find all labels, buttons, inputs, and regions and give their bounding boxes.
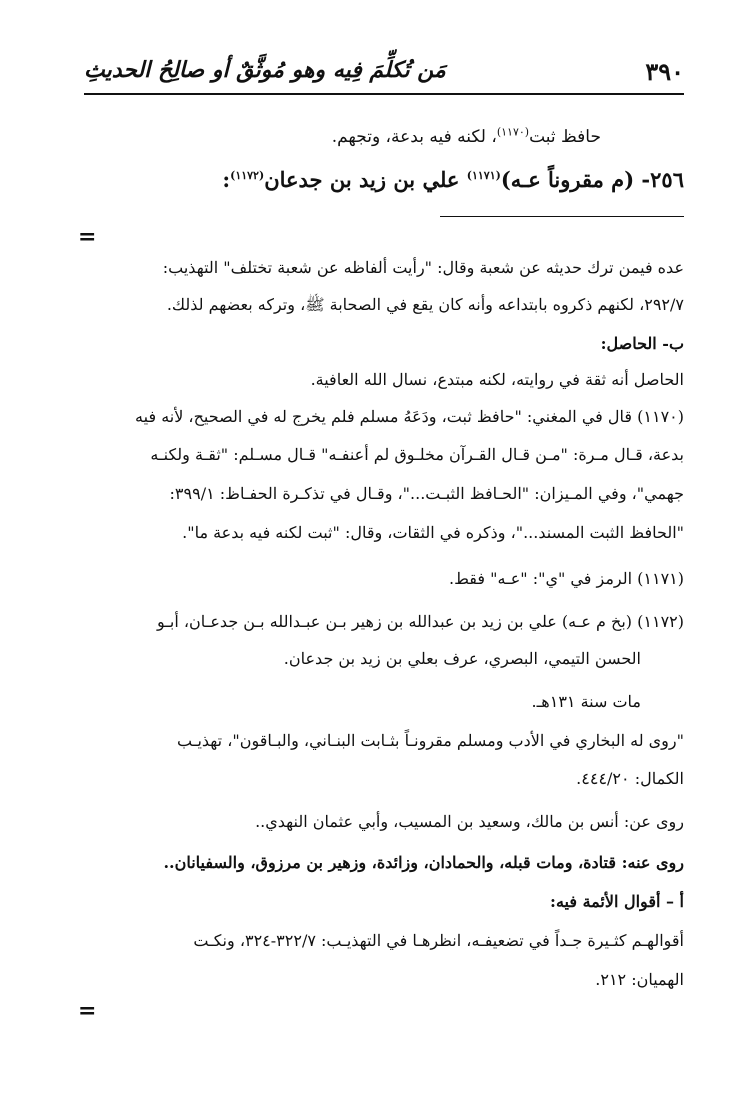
page-header [84, 55, 684, 95]
footnote-line: (١١٧١) الرمز في "ي": "عـه" فقط. [448, 569, 684, 588]
section-heading-imams: أ – أقوال الأئمة فيه: [550, 892, 684, 911]
page-number: ٣٩٠ [645, 57, 684, 86]
footnote-line: مات سنة ١٣١هـ. [531, 692, 641, 711]
entry-heading: ٢٥٦- (م مقروناً عـه)$^{(١١٧١)}$ علي بن زيد بن جدعان$^{(١١٧٢)}$: [222, 167, 684, 192]
footnote-line: "الحافظ الثبت المسند..."، وذكره في الثقات، وقال: "ثبت لكنه فيه بدعة ما". [182, 523, 684, 542]
footnote-line: (١١٧٠) قال في المغني: "حافظ ثبت، ودَعَهُ مسلم فلم يخرج له في الصحيح، لأنه فيه [135, 407, 684, 426]
footnote-separator [440, 216, 684, 217]
footnote-line: أقوالهـم كثـيرة جـداً في تضعيفـه، انظرهـا في التهذيـب: ٣٢٢/٧-٣٢٤، ونكـت [193, 931, 684, 950]
footnote-ref-1170: (١١٧٠) [496, 125, 530, 139]
footnote-ref-1171: (١١٧١) [466, 169, 501, 182]
footnote-line: "روى له البخاري في الأدب ومسلم مقرونـاً بثـابت البنـاني، والبـاقون"، تهذيـب [177, 731, 684, 750]
section-heading-result: ب- الحاصل: [600, 334, 684, 353]
continuation-mark-bottom: = [78, 998, 97, 1024]
footnote-line: ٢٩٢/٧، لكنهم ذكروه بابتداعه وأنه كان يقع في الصحابة ﷺ، وتركه بعضهم لذلك. [166, 295, 684, 314]
body-line-1: حافظ ثبت$^{(١١٧٠)}$، لكنه فيه بدعة، وتجهم. [331, 125, 601, 147]
footnote-line: (١١٧٢) (بخ م عـه) علي بن زيد بن عبدالله بن زهير بـن عبـدالله بـن جدعـان، أبـو [156, 612, 684, 631]
footnote-line: الكمال: ٤٤٤/٢٠. [576, 769, 684, 788]
footnote-line: عده فيمن ترك حديثه عن شعبة وقال: "رأيت ألفاظه عن شعبة تختلف" التهذيب: [162, 258, 684, 277]
footnote-line: روى عن: أنس بن مالك، وسعيد بن المسيب، وأبي عثمان النهدي.. [255, 812, 684, 831]
footnote-line: بدعة، قـال مـرة: "مـن قـال القـرآن مخلـوق لم أعنفـه" قـال مسـلم: "ثقـة ولكنـه [150, 445, 684, 464]
footnote-line: الهميان: ٢١٢. [595, 970, 684, 989]
footnote-line: الحاصل أنه ثقة في روايته، لكنه مبتدع، نسال الله العافية. [310, 370, 684, 389]
footnote-ref-1172: (١١٧٢) [230, 169, 265, 182]
running-title: مَن تُكلِّمَ فِيه وهو مُوثَّقٌ أو صالِحُ الحديثِ [84, 57, 446, 83]
footnote-line: جهمي"، وفي المـيزان: "الحـافظ الثبـت..."، وقـال في تذكـرة الحفـاظ: ٣٩٩/١: [169, 484, 684, 503]
continuation-mark-top: = [78, 224, 97, 250]
footnote-line: الحسن التيمي، البصري، عرف بعلي بن زيد بن جدعان. [283, 649, 641, 668]
footnote-line: روى عنه: قتادة، ومات قبله، والحمادان، وزائدة، وزهير بن مرزوق، والسفيانان.. [163, 853, 684, 872]
